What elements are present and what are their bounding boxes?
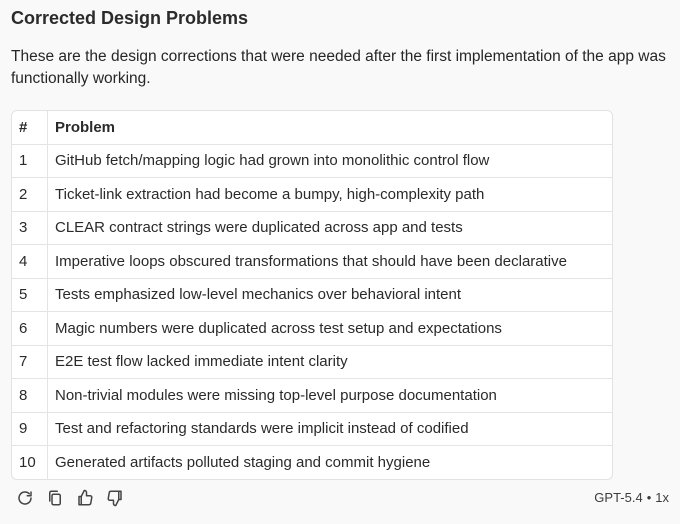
table-row — [12, 245, 612, 279]
table-row — [12, 312, 612, 346]
table-row — [12, 446, 612, 479]
table-header-row — [12, 111, 612, 144]
row-problem: Tests emphasized low-level mechanics over behavioral intent — [48, 278, 613, 312]
table-row — [12, 278, 612, 312]
table-row — [12, 412, 612, 446]
row-problem: Magic numbers were duplicated across test setup and expectations — [48, 312, 613, 346]
thumbs-up-button[interactable] — [74, 487, 96, 509]
intro-text: These are the design corrections that were needed after the first implementation of the app was functionally working. — [11, 48, 666, 87]
row-problem: Ticket-link extraction had become a bumpy, high-complexity path — [48, 178, 613, 212]
row-problem: Imperative loops obscured transformations that should have been declarative — [48, 245, 613, 279]
thumbs-down-button[interactable] — [104, 487, 126, 509]
row-number: 3 — [12, 211, 48, 245]
row-number: 2 — [12, 178, 48, 212]
row-problem: Test and refactoring standards were implicit instead of codified — [48, 412, 613, 446]
model-info — [594, 490, 669, 505]
thumbs-down-icon — [106, 489, 124, 507]
table-row — [12, 144, 612, 178]
row-problem: CLEAR contract strings were duplicated across app and tests — [48, 211, 613, 245]
row-problem: E2E test flow lacked immediate intent clarity — [48, 345, 613, 379]
regenerate-button[interactable] — [14, 487, 36, 509]
header-number: # — [12, 111, 48, 144]
message-actions-bar — [14, 487, 669, 509]
row-number: 10 — [12, 446, 48, 479]
table-row — [12, 178, 612, 212]
row-number: 7 — [12, 345, 48, 379]
row-number: 9 — [12, 412, 48, 446]
copy-button[interactable] — [44, 487, 66, 509]
row-number: 4 — [12, 245, 48, 279]
row-number: 5 — [12, 278, 48, 312]
speed-label: 1x — [655, 490, 669, 505]
row-number: 6 — [12, 312, 48, 346]
row-problem: GitHub fetch/mapping logic had grown into monolithic control flow — [48, 144, 613, 178]
separator-dot: • — [646, 490, 652, 505]
regenerate-icon — [16, 489, 34, 507]
problems-table — [11, 110, 613, 480]
table-row — [12, 345, 612, 379]
row-problem: Generated artifacts polluted staging and commit hygiene — [55, 453, 431, 471]
copy-icon — [46, 489, 64, 507]
row-problem: Non-trivial modules were missing top-level purpose documentation — [48, 379, 613, 413]
row-number: 1 — [12, 144, 48, 178]
thumbs-up-icon — [76, 489, 94, 507]
page-title: Corrected Design Problems — [11, 8, 249, 28]
row-number: 8 — [12, 379, 48, 413]
table-row — [12, 211, 612, 245]
model-name: GPT-5.4 — [594, 490, 643, 505]
header-problem: Problem — [48, 111, 613, 144]
table-row — [12, 379, 612, 413]
